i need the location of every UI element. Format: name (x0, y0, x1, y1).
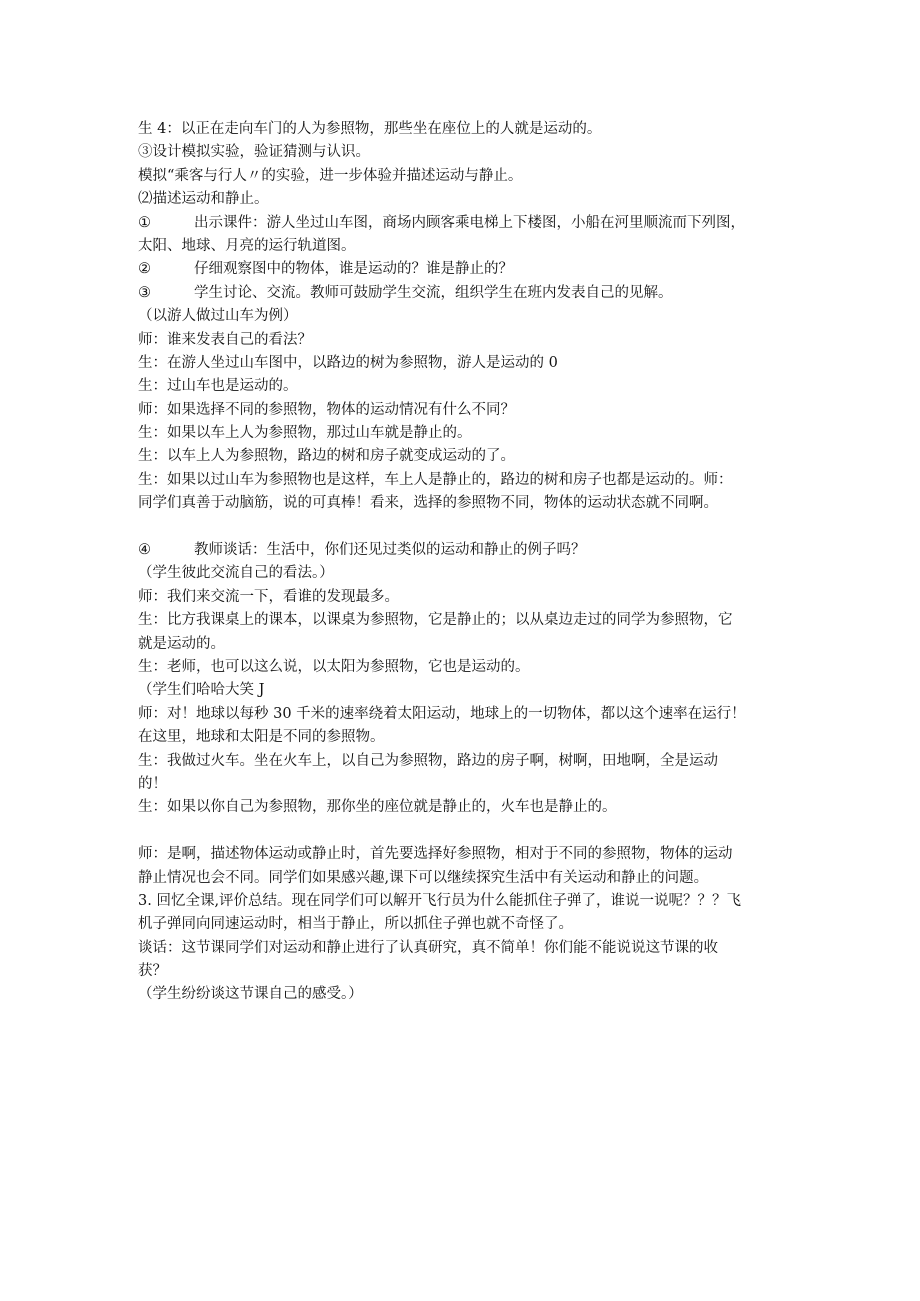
text-line: 生：过山车也是运动的。 (138, 378, 298, 395)
list-marker: ② (138, 261, 151, 278)
text-line: 生：如果以过山车为参照物也是这样，车上人是静止的，路边的树和房子也都是运动的。师： (138, 471, 733, 488)
list-item-text: 教师谈话：生活中，你们还见过类似的运动和静止的例子吗？ (194, 542, 586, 559)
list-item (138, 282, 788, 305)
text-line: 师：谁来发表自己的看法？ (138, 331, 312, 348)
text-line: 师：是啊，描述物体运动或静止时，首先要选择好参照物，相对于不同的参照物，物体的运动 (138, 846, 733, 863)
text-line: （学生们哈哈大笑 J (138, 682, 265, 699)
text-line: 获？ (138, 963, 167, 980)
blank-line (138, 820, 788, 843)
list-item-text: 出示课件：游人坐过山车图，商场内顾客乘电梯上下楼图，小船在河里顺流而下列图， (194, 214, 745, 231)
text-line: 师：我们来交流一下，看谁的发现最多。 (138, 588, 399, 605)
text-line: 就是运动的。 (138, 635, 225, 652)
text-line: 太阳、地球、月亮的运行轨道图。 (138, 237, 356, 254)
text-line: 谈话：这节课同学们对运动和静止进行了认真研究，真不简单！你们能不能说说这节课的收 (138, 939, 718, 956)
text-line: 生：以车上人为参照物，路边的树和房子就变成运动的了。 (138, 448, 515, 465)
text-line: 同学们真善于动脑筋，说的可真棒！看来，选择的参照物不同，物体的运动状态就不同啊。 (138, 495, 718, 512)
text-line: （以游人做过山车为例） (138, 308, 298, 325)
list-item-text: 学生讨论、交流。教师可鼓励学生交流，组织学生在班内发表自己的见解。 (194, 284, 673, 301)
list-item (138, 258, 788, 281)
text-line: ⑵描述运动和静止。 (138, 191, 269, 208)
text-line: 师：如果选择不同的参照物，物体的运动情况有什么不同？ (138, 401, 515, 418)
text-line: 生：比方我课桌上的课本，以课桌为参照物，它是静止的；以从桌边走过的同学为参照物，它 (138, 612, 733, 629)
text-line: 生：如果以车上人为参照物，那过山车就是静止的。 (138, 425, 472, 442)
text-line: 3. 回忆全课,评价总结。现在同学们可以解开飞行员为什么能抓住子弹了，谁说一说呢？？？飞 (138, 892, 742, 909)
text-line: 在这里，地球和太阳是不同的参照物。 (138, 729, 385, 746)
text-line: 机子弹同向同速运动时，相当于静止，所以抓住子弹也就不奇怪了。 (138, 916, 573, 933)
list-item-text: 仔细观察图中的物体，谁是运动的？谁是静止的？ (194, 261, 513, 278)
list-marker: ① (138, 214, 151, 231)
text-line: （学生纷纷谈这节课自己的感受。） (138, 986, 363, 1003)
text-line: 师：对！地球以每秒 30 千米的速率绕着太阳运动，地球上的一切物体，都以这个速率在运行！ (138, 705, 746, 722)
blank-line (138, 516, 788, 539)
list-item (138, 212, 788, 235)
text-line: 生 4：以正在走向车门的人为参照物，那些坐在座位上的人就是运动的。 (138, 121, 602, 137)
text-line: 的！ (138, 775, 167, 792)
list-marker: ③ (138, 284, 151, 301)
text-line: 生：在游人坐过山车图中，以路边的树为参照物，游人是运动的 0 (138, 354, 558, 371)
list-marker: ④ (138, 542, 151, 559)
document-body (138, 118, 788, 1007)
list-item (138, 539, 788, 562)
text-line: 模拟“乘客与行人〃的实验，进一步体验并描述运动与静止。 (138, 167, 523, 184)
text-line: 静止情况也会不同。同学们如果感兴趣,课下可以继续探究生活中有关运动和静止的问题。 (138, 869, 709, 886)
text-line: 生：我做过火车。坐在火车上，以自己为参照物，路边的房子啊，树啊，田地啊，全是运动 (138, 752, 718, 769)
text-line: 生：老师，也可以这么说，以太阳为参照物，它也是运动的。 (138, 658, 530, 675)
text-line: ③设计模拟实验，验证猜测与认识。 (138, 144, 370, 161)
text-line: 生：如果以你自己为参照物，那你坐的座位就是静止的，火车也是静止的。 (138, 799, 617, 816)
text-line: （学生彼此交流自己的看法。） (138, 565, 334, 582)
